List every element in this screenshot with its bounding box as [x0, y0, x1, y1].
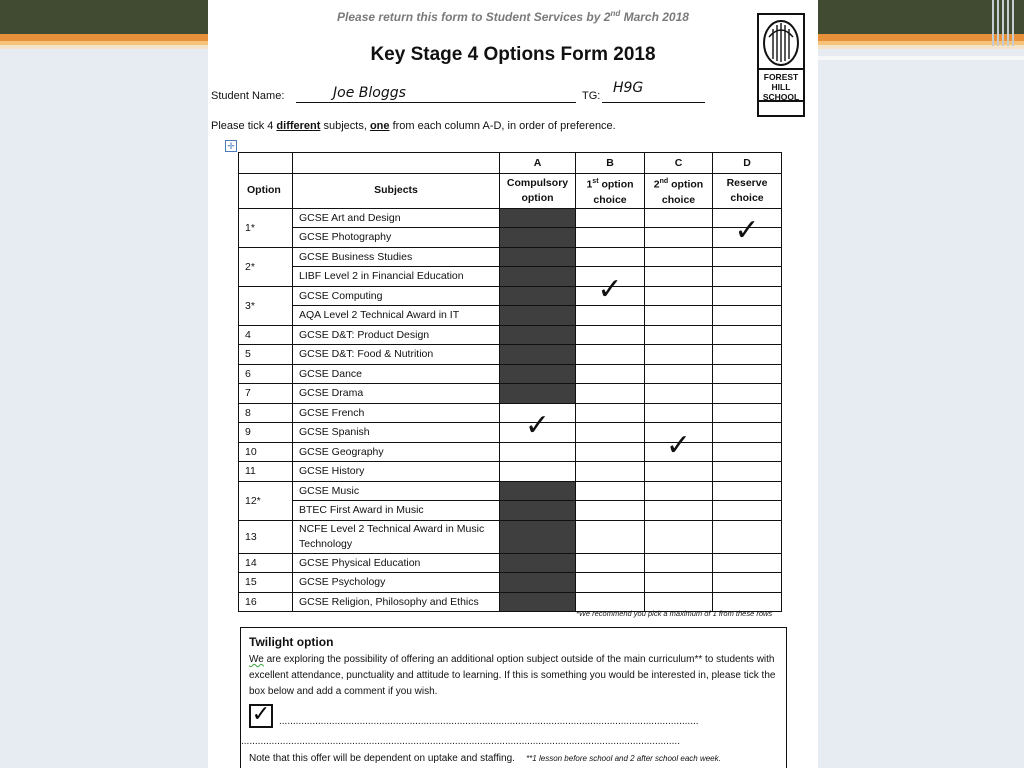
header-blank-subjects — [293, 153, 500, 174]
choice-cell-c[interactable] — [645, 345, 713, 365]
choice-cell-d[interactable] — [713, 345, 782, 365]
choice-cell-c[interactable] — [645, 481, 713, 501]
subject-name: GCSE Music — [293, 481, 500, 501]
option-number: 4 — [239, 325, 293, 345]
choice-cell-d[interactable] — [713, 501, 782, 521]
option-number: 3* — [239, 286, 293, 325]
choice-cell-a — [500, 384, 576, 404]
choice-cell-b[interactable] — [576, 573, 645, 593]
student-name-value: Joe Bloggs — [333, 85, 406, 101]
choice-cell-a[interactable] — [500, 408, 576, 443]
option-number: 15 — [239, 573, 293, 593]
table-move-handle-icon[interactable]: ✛ — [225, 140, 237, 152]
choice-cell-d[interactable] — [713, 481, 782, 501]
option-number: 1* — [239, 208, 293, 247]
choice-cell-d[interactable] — [713, 384, 782, 404]
tutor-group-line — [602, 102, 705, 103]
tick-mark-icon: ✓ — [665, 427, 692, 463]
choice-cell-b[interactable] — [576, 345, 645, 365]
student-name-label: Student Name: — [211, 90, 285, 102]
subject-name: GCSE Psychology — [293, 573, 500, 593]
subject-name: NCFE Level 2 Technical Award in Music Technology — [293, 520, 500, 553]
subject-name: GCSE French — [293, 403, 500, 423]
slide-decoration-bar — [818, 56, 1024, 60]
table-row — [239, 306, 782, 326]
column-letter-b: B — [576, 153, 645, 174]
choice-cell-c[interactable] — [645, 286, 713, 306]
choice-cell-c[interactable] — [645, 208, 713, 228]
subject-name: BTEC First Award in Music — [293, 501, 500, 521]
choice-cell-c[interactable] — [645, 427, 713, 463]
option-number: 11 — [239, 462, 293, 482]
choice-cell-c[interactable] — [645, 267, 713, 287]
option-number: 9 — [239, 423, 293, 443]
tick-mark-icon: ✓ — [597, 271, 623, 307]
choice-cell-d[interactable] — [713, 573, 782, 593]
table-row — [239, 481, 782, 501]
column-header-option: Option — [239, 174, 293, 209]
choice-cell-d[interactable] — [713, 286, 782, 306]
choice-cell-c[interactable] — [645, 384, 713, 404]
return-note: Please return this form to Student Services by 2nd March 2018 — [337, 9, 689, 24]
option-number: 2* — [239, 247, 293, 286]
student-name-line — [296, 102, 576, 103]
twilight-comment-line-2[interactable]: .............................................................................................................................................................. — [241, 736, 680, 747]
subject-name: GCSE Geography — [293, 442, 500, 462]
options-table-body — [239, 208, 782, 612]
twilight-description: We are exploring the possibility of offering an additional option subject outside of the main curriculum** to students with excellent attendance, punctuality and attitude to learning. If this is something you would be interested in, please tick the box below and add a comment if you wish. — [249, 654, 776, 697]
logo-text: FOREST HILL SCHOOL — [762, 72, 800, 102]
header-blank-option — [239, 153, 293, 174]
subject-name: LIBF Level 2 in Financial Education — [293, 267, 500, 287]
choice-cell-c[interactable] — [645, 520, 713, 553]
instructions: Please tick 4 different subjects, one from each column A-D, in order of preference. — [211, 120, 616, 132]
options-table — [238, 152, 782, 612]
table-row — [239, 520, 782, 553]
choice-cell-c[interactable] — [645, 364, 713, 384]
choice-cell-d[interactable] — [713, 403, 782, 423]
choice-cell-c[interactable] — [645, 462, 713, 482]
subject-name: GCSE Dance — [293, 364, 500, 384]
table-row — [239, 384, 782, 404]
tutor-group-label: TG: — [582, 90, 601, 102]
twilight-option-box — [240, 627, 787, 768]
choice-cell-b[interactable] — [576, 520, 645, 553]
option-number: 6 — [239, 364, 293, 384]
choice-cell-c[interactable] — [645, 228, 713, 248]
table-row — [239, 501, 782, 521]
subject-name: GCSE Photography — [293, 228, 500, 248]
form-title: Key Stage 4 Options Form 2018 — [370, 44, 656, 65]
choice-cell-d[interactable] — [713, 364, 782, 384]
choice-cell-c[interactable] — [645, 553, 713, 573]
subject-name: GCSE Art and Design — [293, 208, 500, 228]
choice-cell-a — [500, 345, 576, 365]
choice-cell-d[interactable] — [713, 267, 782, 287]
choice-cell-d[interactable] — [713, 247, 782, 267]
table-row — [239, 267, 782, 287]
option-number: 16 — [239, 592, 293, 612]
subject-name: GCSE Drama — [293, 384, 500, 404]
subject-name: GCSE Physical Education — [293, 553, 500, 573]
option-number: 10 — [239, 442, 293, 462]
choice-cell-c[interactable] — [645, 501, 713, 521]
choice-cell-c[interactable] — [645, 403, 713, 423]
choice-cell-b[interactable] — [576, 553, 645, 573]
choice-cell-b[interactable] — [576, 364, 645, 384]
column-header-b: 1st option choice — [576, 174, 645, 209]
option-number: 13 — [239, 520, 293, 553]
choice-cell-b[interactable] — [576, 403, 645, 423]
tutor-group-value: H9G — [613, 80, 644, 96]
subject-name: AQA Level 2 Technical Award in IT — [293, 306, 500, 326]
choice-cell-a — [500, 501, 576, 521]
choice-cell-b[interactable] — [576, 306, 645, 326]
choice-cell-c[interactable] — [645, 247, 713, 267]
choice-cell-b[interactable] — [576, 271, 645, 307]
choice-cell-d[interactable] — [713, 553, 782, 573]
choice-cell-d[interactable] — [713, 462, 782, 482]
choice-cell-a — [500, 247, 576, 267]
table-row — [239, 573, 782, 593]
column-header-d: Reserve choice — [713, 174, 782, 209]
slide-decoration-stripes — [992, 0, 1018, 46]
table-row — [239, 364, 782, 384]
choice-cell-b[interactable] — [576, 462, 645, 482]
choice-cell-b[interactable] — [576, 423, 645, 443]
table-footnote: *We recommend you pick a maximum of 1 from these rows — [576, 609, 773, 618]
choice-cell-b[interactable] — [576, 442, 645, 462]
choice-cell-d[interactable] — [713, 442, 782, 462]
tick-mark-icon: ✓ — [734, 213, 760, 248]
option-number: 5 — [239, 345, 293, 365]
choice-cell-c[interactable] — [645, 325, 713, 345]
table-row — [239, 228, 782, 248]
subject-name: GCSE Spanish — [293, 423, 500, 443]
choice-cell-b[interactable] — [576, 325, 645, 345]
table-row — [239, 208, 782, 228]
twilight-checkbox[interactable]: ✓ — [249, 704, 273, 728]
table-row — [239, 247, 782, 267]
choice-cell-a — [500, 520, 576, 553]
choice-cell-b[interactable] — [576, 247, 645, 267]
table-row — [239, 442, 782, 462]
choice-cell-a — [500, 286, 576, 306]
subject-name: GCSE D&T: Food & Nutrition — [293, 345, 500, 365]
subject-name: GCSE Religion, Philosophy and Ethics — [293, 592, 500, 612]
twilight-title: Twilight option — [249, 635, 334, 649]
table-row — [239, 286, 782, 306]
column-letter-a: A — [500, 153, 576, 174]
column-letter-d: D — [713, 153, 782, 174]
table-row — [239, 345, 782, 365]
option-number: 14 — [239, 553, 293, 573]
column-header-subjects: Subjects — [293, 174, 500, 209]
choice-cell-a — [500, 481, 576, 501]
choice-cell-c[interactable] — [645, 573, 713, 593]
choice-cell-a — [500, 228, 576, 248]
twilight-note: Note that this offer will be dependent on uptake and staffing. **1 lesson before school and 2 after school each week. — [249, 753, 721, 764]
option-number: 7 — [239, 384, 293, 404]
choice-cell-a — [500, 592, 576, 612]
choice-cell-a[interactable] — [500, 442, 576, 462]
table-row — [239, 553, 782, 573]
subject-name: GCSE History — [293, 462, 500, 482]
table-row — [239, 462, 782, 482]
table-row — [239, 325, 782, 345]
choice-cell-a[interactable] — [500, 462, 576, 482]
choice-cell-b[interactable] — [576, 481, 645, 501]
choice-cell-a — [500, 267, 576, 287]
choice-cell-a — [500, 306, 576, 326]
choice-cell-a — [500, 553, 576, 573]
choice-cell-d[interactable] — [713, 306, 782, 326]
choice-cell-c[interactable] — [645, 306, 713, 326]
choice-cell-d[interactable] — [713, 520, 782, 553]
tick-mark-icon: ✓ — [524, 408, 551, 443]
choice-cell-a — [500, 208, 576, 228]
subject-name: GCSE D&T: Product Design — [293, 325, 500, 345]
subject-name: GCSE Computing — [293, 286, 500, 306]
twilight-comment-line-1[interactable]: ....................................................................................................................................................... — [279, 716, 699, 727]
choice-cell-a — [500, 573, 576, 593]
column-letter-c: C — [645, 153, 713, 174]
choice-cell-b[interactable] — [576, 501, 645, 521]
option-number: 12* — [239, 481, 293, 520]
options-form-page — [208, 0, 818, 768]
option-number: 8 — [239, 403, 293, 423]
choice-cell-d[interactable] — [713, 213, 782, 248]
column-header-c: 2nd option choice — [645, 174, 713, 209]
column-header-a: Compulsory option — [500, 174, 576, 209]
choice-cell-d[interactable] — [713, 325, 782, 345]
choice-cell-d[interactable] — [713, 423, 782, 443]
choice-cell-a — [500, 325, 576, 345]
choice-cell-b[interactable] — [576, 208, 645, 228]
choice-cell-b[interactable] — [576, 228, 645, 248]
school-logo — [757, 13, 805, 117]
choice-cell-b[interactable] — [576, 384, 645, 404]
choice-cell-a — [500, 364, 576, 384]
subject-name: GCSE Business Studies — [293, 247, 500, 267]
